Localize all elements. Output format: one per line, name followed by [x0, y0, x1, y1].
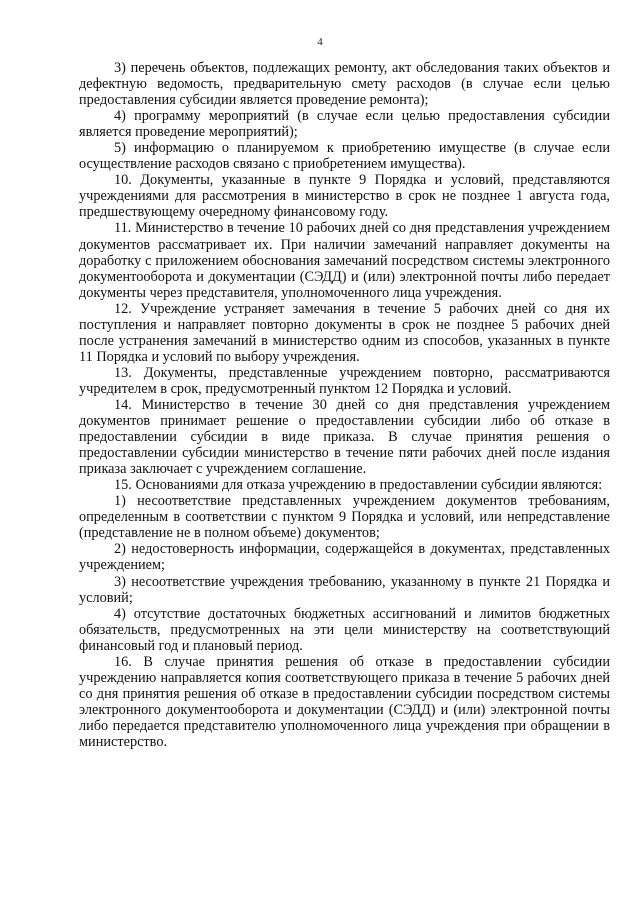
paragraph-12-remarks-correction: 12. Учреждение устраняет замечания в течение 5 рабочих дней со дня их поступления и направляет повторно документы в срок не позднее 5 рабочих дней после устранения замечаний в министерство одним из способов, указанных в пункте 11 Порядка и условий по выбору учреждения.	[79, 300, 610, 365]
paragraph-5-property-info: 5) информацию о планируемом к приобретению имуществе (в случае если осуществление расходов связано с приобретением имущества).	[79, 140, 610, 173]
document-body	[79, 60, 610, 750]
paragraph-16-refusal-notice: 16. В случае принятия решения об отказе в предоставлении субсидии учреждению направляется копия соответствующего приказа в течение 5 рабочих дней со дня принятия решения об отказе в предоставлении субсидии посредством системы электронного документооборота и документации (СЭДД) и (или) электронной почты либо передается представителю уполномоченного лица учреждения при обращении в министерство.	[79, 653, 610, 750]
page-number: 4	[317, 36, 323, 48]
paragraph-refusal-ground-3: 3) несоответствие учреждения требованию, указанному в пункте 21 Порядка и условий;	[79, 573, 610, 606]
paragraph-refusal-ground-2: 2) недостоверность информации, содержащейся в документах, представленных учреждением;	[79, 541, 610, 574]
paragraph-refusal-ground-1: 1) несоответствие представленных учреждением документов требованиям, определенным в соответствии с пунктом 9 Порядка и условий, или непредставление (представление не в полном объеме) документов;	[79, 493, 610, 542]
paragraph-13-resubmission-review: 13. Документы, представленные учреждением повторно, рассматриваются учредителем в срок, предусмотренный пунктом 12 Порядка и условий.	[79, 364, 610, 397]
paragraph-10-submission-deadline: 10. Документы, указанные в пункте 9 Порядка и условий, представляются учреждениями для рассмотрения в министерство в срок не позднее 1 августа года, предшествующему очередному финансовому году.	[79, 172, 610, 221]
paragraph-3-object-list: 3) перечень объектов, подлежащих ремонту, акт обследования таких объектов и дефектную ведомость, предварительную смету расходов (в случае если целью предоставления субсидии является проведение ремонта);	[79, 60, 610, 109]
paragraph-4-event-program: 4) программу мероприятий (в случае если целью предоставления субсидии является проведение мероприятий);	[79, 108, 610, 141]
paragraph-refusal-ground-4: 4) отсутствие достаточных бюджетных ассигнований и лимитов бюджетных обязательств, предусмотренных на эти цели министерству на соответствующий финансовый год и плановый период.	[79, 605, 610, 654]
paragraph-11-ministry-review: 11. Министерство в течение 10 рабочих дней со дня представления учреждением документов рассматривает их. При наличии замечаний направляет документы на доработку с приложением обоснования замечаний посредством системы электронного документооборота и документации (СЭДД) и (или) электронной почты либо передает документы через представителя, уполномоченного лица учреждения.	[79, 220, 610, 301]
paragraph-14-decision: 14. Министерство в течение 30 дней со дня представления учреждением документов принимает решение о предоставлении субсидии либо об отказе в предоставлении субсидии в виде приказа. В случае принятия решения о предоставлении субсидии министерство в течение пяти рабочих дней после издания приказа заключает с учреждением соглашение.	[79, 396, 610, 478]
paragraph-15-refusal-grounds: 15. Основаниями для отказа учреждению в предоставлении субсидии являются:	[114, 477, 603, 494]
